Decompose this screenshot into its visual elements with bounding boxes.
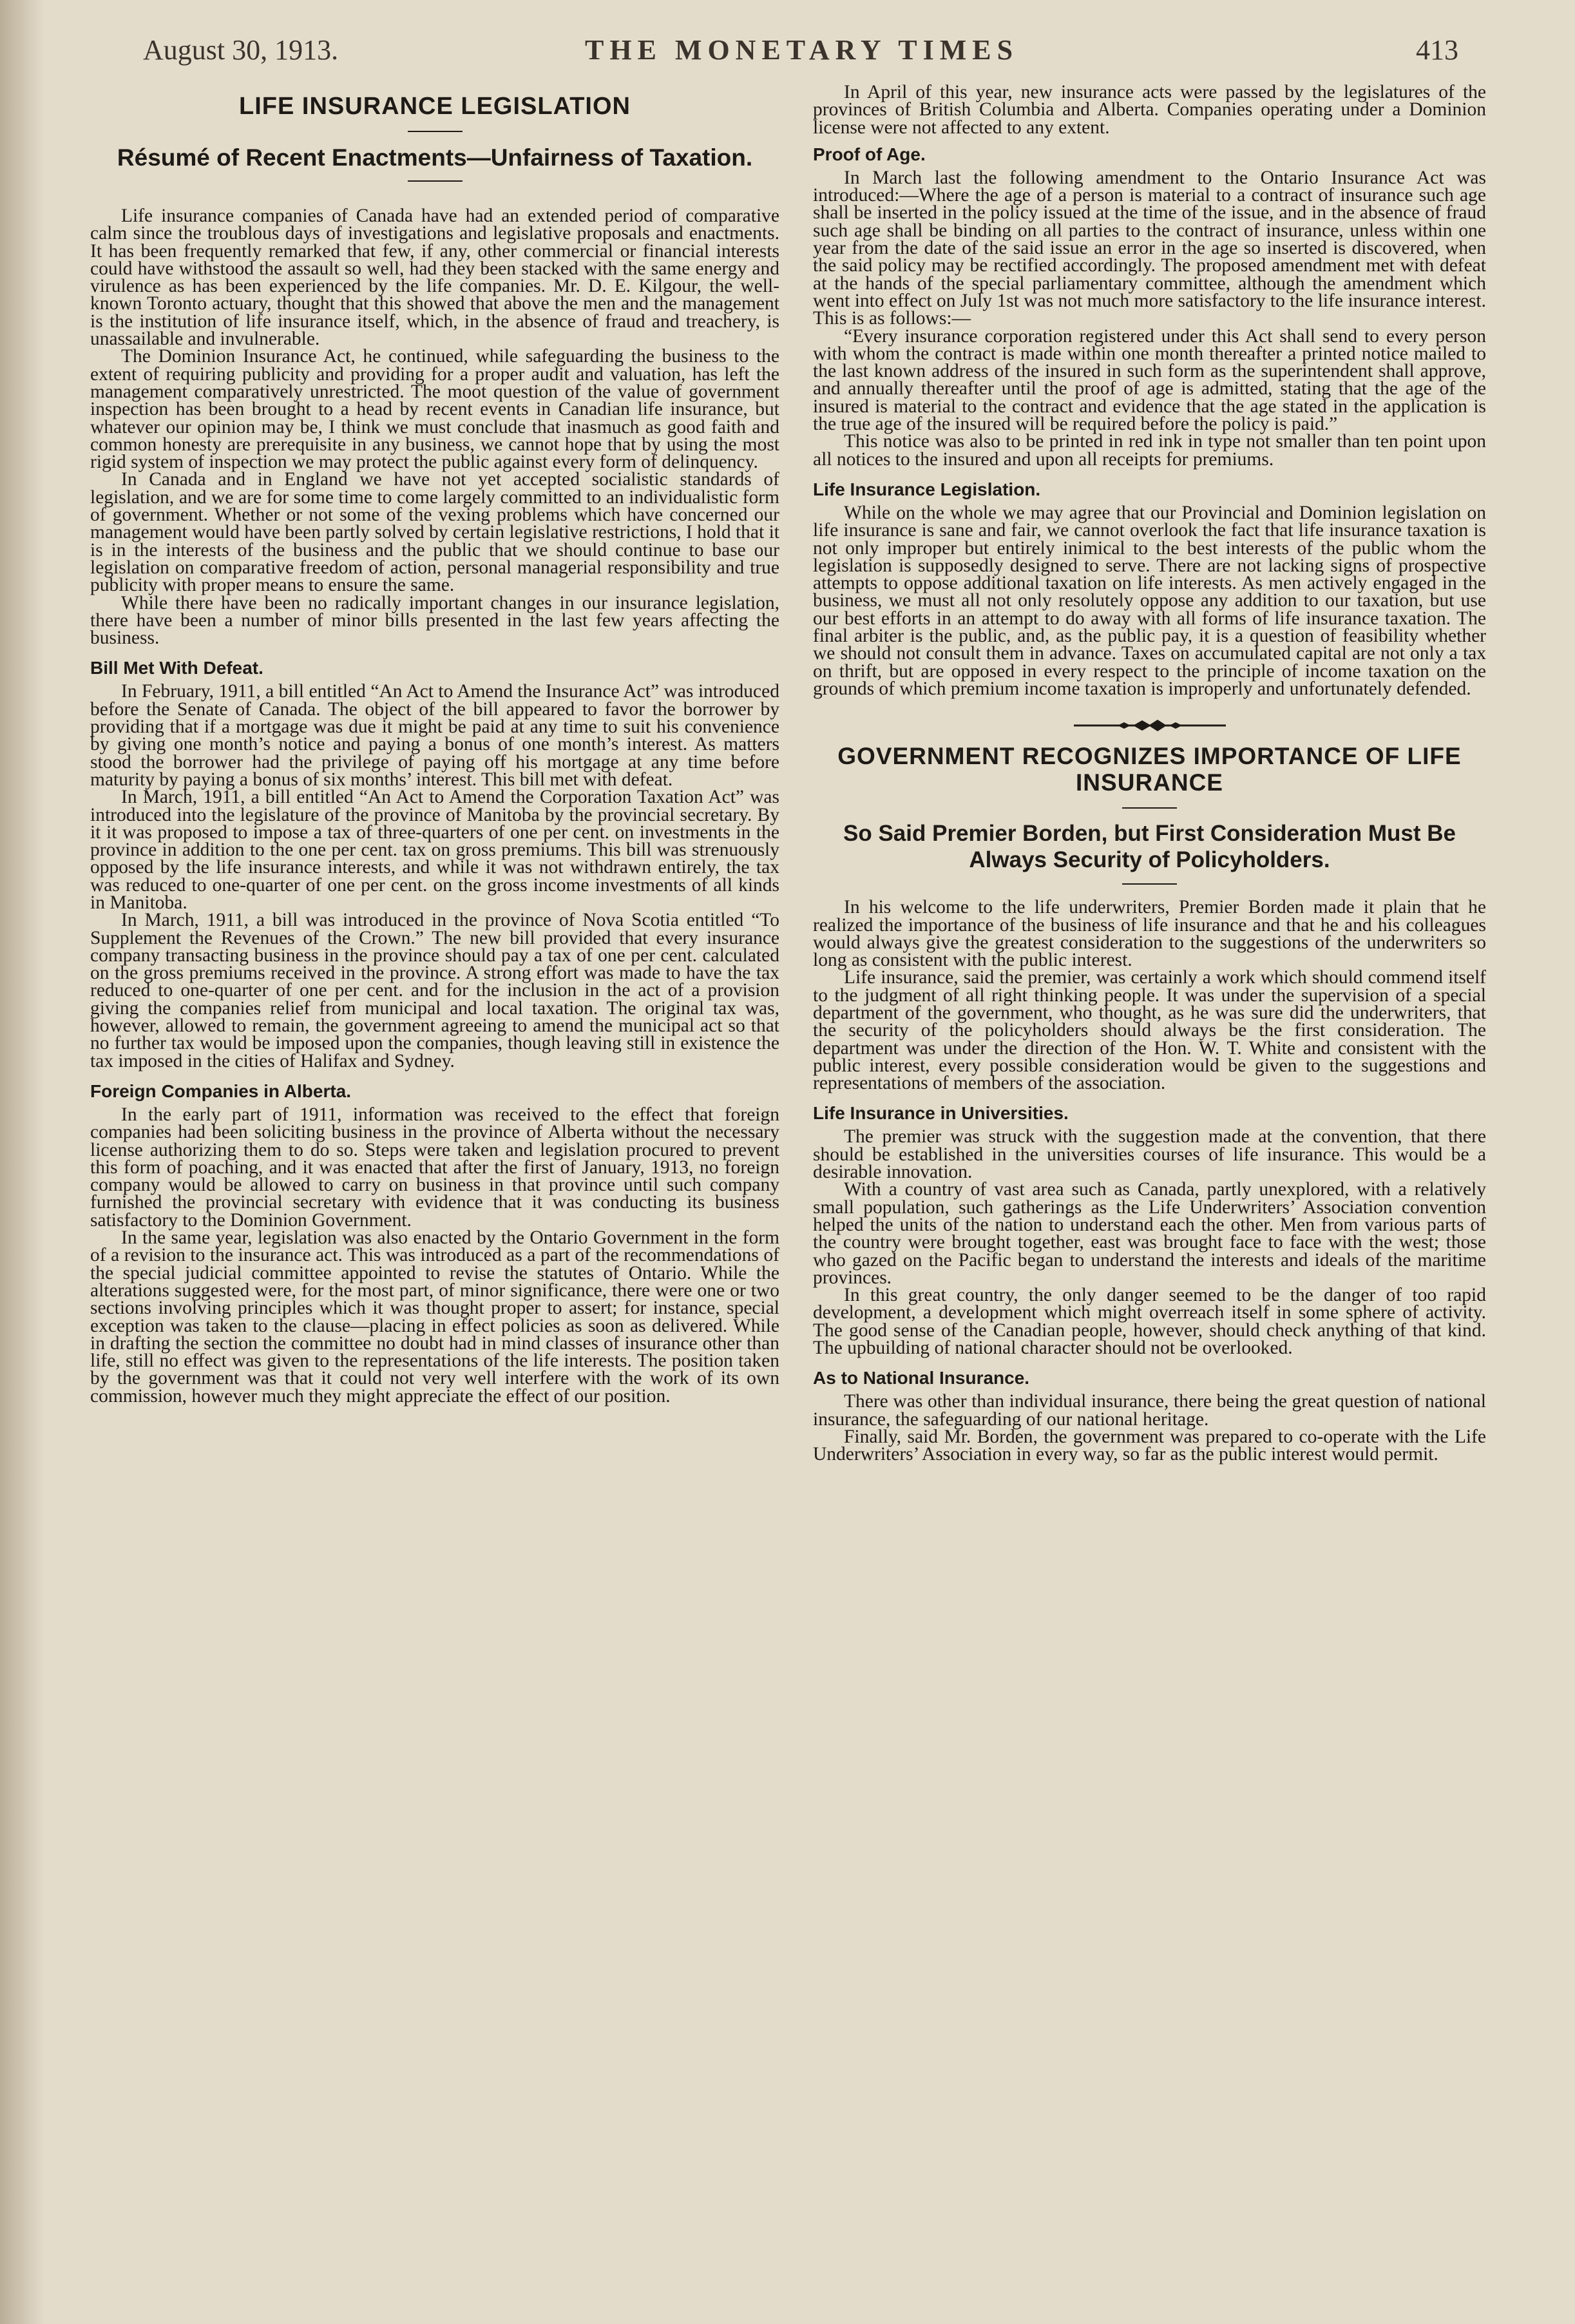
paragraph: In March, 1911, a bill was introduced in the province of Nova Scotia entitled “To Supplement the Revenues of the Crown.” The new bill provided that every insurance company transacting business in the province should pay a tax of one per cent. calculated on the gross premiums received in the province. A strong effort was made to have the tax reduced to one-quarter of one per cent. and for the inclusion in the act of a provision giving the companies relief from municipal and local taxation. The original tax was, however, allowed to remain, the government agreeing to amend the municipal act so that no further tax would be imposed upon the companies, though leaving still in existence the tax imposed in the cities of Halifax and Sydney. xyxy=(90,910,779,1071)
article-title: GOVERNMENT RECOGNIZES IMPORTANCE OF LIFE INSURANCE xyxy=(837,743,1462,796)
section-heading: Proof of Age. xyxy=(813,144,926,164)
section-heading: As to National Insurance. xyxy=(813,1368,1030,1388)
article-subtitle: Résumé of Recent Enactments—Unfairness of Taxation. xyxy=(117,144,753,171)
section-heading: Life Insurance in Universities. xyxy=(813,1103,1069,1124)
paragraph: In Canada and in England we have not yet accepted socialistic standards of legislation, and we are for some time to come largely committed to an individualistic form of government. Whether or not some of the vexing problems which have concerned our management would have been partly solved by certain legislative restrictions, I hold that it is in the interests of the business and the public that we should continue to base our legislation on comparative freedom of action, personal managerial responsibility and true publicity with proper means to ensure the same. xyxy=(90,469,779,596)
issue-date: August 30, 1913. xyxy=(143,34,339,66)
magazine-title: THE MONETARY TIMES xyxy=(585,34,1019,66)
title-rule xyxy=(408,131,463,132)
right-column xyxy=(813,84,1486,1464)
title-rule xyxy=(1122,807,1177,809)
paragraph: While on the whole we may agree that our Provincial and Dominion legislation on life insurance is sane and fair, we cannot overlook the fact that life insurance taxation is not only improper but entirely inimical to the best interests of the public whom the legislation is supposedly designed to serve. There are not lacking signs of prospective attempts to oppose additional taxation on life interests. As men actively engaged in the business, we must all not only resolutely oppose any addition to our taxation, but use our best efforts in an attempt to do away with all forms of life insurance taxation. The final arbiter is the public, and, as the public pay, it is a question of feasibility whether we should not consult them in advance. Taxes on accumulated capital are not only a tax on thrift, but are opposed in every respect to the principle of income taxation on the grounds of which premium income taxation is improperly and unfortunately defended. xyxy=(813,502,1486,699)
paragraph: In February, 1911, a bill entitled “An Act to Amend the Insurance Act” was introduced before the Senate of Canada. The object of the bill appeared to favor the borrower by providing that if a mortgage was due it might be paid at any time to suit his convenience by giving one month’s notice and paying a bonus of one month’s interest. As matters stood the borrower had the privilege of paying off his mortgage at any time before maturity by paying a bonus of six months’ interest. This bill met with defeat. xyxy=(90,681,779,790)
paragraph: Finally, said Mr. Borden, the government was prepared to co-operate with the Life Underwriters’ Association in every way, so far as the public interest would permit. xyxy=(813,1426,1486,1465)
section-heading: Bill Met With Defeat. xyxy=(90,658,263,678)
paragraph: In the same year, legislation was also enacted by the Ontario Government in the form of a revision to the insurance act. This was introduced as a part of the recommendations of the special judicial committee appointed to revise the statutes of Ontario. While the alterations suggested were, for the most part, of minor significance, there were one or two sections involving principles which it was thought proper to assert; for instance, special exception was taken to the clause—placing in effect policies as soon as delivered. While in drafting the section the committee no doubt had in mind classes of insurance other than life, still no effect was given to the representations of the life interests. The position taken by the government was that it could not very well interfere with the work of its own commission, however much they might appreciate the effect of our position. xyxy=(90,1227,779,1407)
paragraph: In the early part of 1911, information was received to the effect that foreign companies had been soliciting business in the province of Alberta without the necessary license authorizing them to do so. Steps were taken and legislation procured to prevent this form of poaching, and it was enacted that after the first of January, 1913, no foreign company would be allowed to carry on business in that province until such company furnished the provincial secretary with evidence that it was conducting its business satisfactory to the Dominion Government. xyxy=(90,1104,779,1231)
quoted-paragraph: “Every insurance corporation registered under this Act shall send to every person with whom the contract is made within one month thereafter a printed notice mailed to the last known address of the insured in such form as the superintendent shall approve, and annually thereafter until the proof of age is admitted, stating that the age of the insured is material to the contract and evidence that the age stated in the application is the true age of the insured will be required before the policy is paid.” xyxy=(813,325,1486,435)
left-column xyxy=(90,84,779,1405)
subtitle-rule xyxy=(1122,883,1177,885)
page-number: 413 xyxy=(1416,34,1458,66)
paragraph: In his welcome to the life underwriters, Premier Borden made it plain that he realized the importance of the business of life insurance and that he and his colleagues would always give the greatest consideration to the suggestions of the underwriters so long as consistent with the public interest. xyxy=(813,897,1486,971)
section-heading: Life Insurance Legislation. xyxy=(813,479,1041,499)
paragraph: In March, 1911, a bill entitled “An Act to Amend the Corporation Taxation Act” was introduced into the legislature of the province of Manitoba by the provincial secretary. By it it was proposed to impose a tax of three-quarters of one per cent. on investments in the province in addition to the one per cent. tax on gross premiums. This bill was strenuously opposed by the life insurance interests, and while it was not withdrawn entirely, the tax was reduced to one-quarter of one per cent. on the gross income investments of all kinds in Manitoba. xyxy=(90,787,779,913)
paragraph: Life insurance companies of Canada have had an extended period of comparative calm since the troublous days of investigations and legislative proposals and enactments. It has been frequently remarked that few, if any, other commercial or financial interests could have withstood the assault so well, had they been stacked with the same energy and virulence as has been experienced by the life companies. Mr. D. E. Kilgour, the well-known Toronto actuary, thought that this showed that above the men and the management is the institution of life insurance itself, which, in the absence of fraud and treachery, is unassailable and invulnerable. xyxy=(90,206,779,350)
ornament-divider xyxy=(1073,715,1227,736)
paragraph: In this great country, the only danger seemed to be the danger of too rapid development, a development which might overreach itself in some sphere of activity. The good sense of the Canadian people, however, should check anything of that kind. The upbuilding of national character should not be overlooked. xyxy=(813,1285,1486,1359)
article-subtitle: So Said Premier Borden, but First Consideration Must Be Always Security of Policyholders. xyxy=(843,821,1456,873)
paragraph: With a country of vast area such as Canada, partly unexplored, with a relatively small population, such gatherings as the Life Underwriters’ Association convention helped the units of the nation to understand each the other. Men from various parts of the country were brought together, east was brought face to face with the west; those who gazed on the Pacific began to understand the interests and ideals of the maritime provinces. xyxy=(813,1179,1486,1288)
paragraph: This notice was also to be printed in red ink in type not smaller than ten point upon all notices to the insured and upon all receipts for premiums. xyxy=(813,431,1486,470)
paragraph: Life insurance, said the premier, was certainly a work which should commend itself to the judgment of all right thinking people. It was under the supervision of a special department of the government, who thought, as he was sure did the underwriters, that the security of the policyholders should always be the first consideration. The department was under the direction of the Hon. W. T. White and consistent with the public interest, every possible consideration would be given to the suggestions and representations of members of the association. xyxy=(813,967,1486,1094)
binding-shadow xyxy=(0,0,45,2324)
paragraph: The Dominion Insurance Act, he continued, while safeguarding the business to the extent of requiring publicity and providing for a proper audit and valuation, has left the management comparatively unrestricted. The moot question of the value of government inspection has been brought to a head by recent events in Canadian life insurance, but whatever our opinion may be, I think we must conclude that inasmuch as good faith and common honesty are prerequisite in any business, we cannot hope that by using the most rigid system of inspection we may protect the public against every form of delinquency. xyxy=(90,346,779,473)
section-heading: Foreign Companies in Alberta. xyxy=(90,1080,352,1101)
paragraph: In March last the following amendment to the Ontario Insurance Act was introduced:—Where the age of a person is material to a contract of insurance such age shall be inserted in the policy issued at the time of the issue, and in the absence of fraud such age shall be binding on all parties to the contract of insurance, unless within one year from the date of the said issue an error in the age so inserted is discovered, when the said policy may be rectified accordingly. The proposed amendment met with defeat at the hands of the special parliamentary committee, although the amendment which went into effect on July 1st was not much more satisfactory to the life insurance interest. This is as follows:— xyxy=(813,167,1486,329)
paragraph: The premier was struck with the suggestion made at the convention, that there should be established in the universities courses of life insurance. This would be a desirable innovation. xyxy=(813,1126,1486,1183)
paragraph: While there have been no radically important changes in our insurance legislation, there have been a number of minor bills presented in the last few years affecting the business. xyxy=(90,592,779,649)
paragraph: In April of this year, new insurance acts were passed by the legislatures of the provinces of British Columbia and Alberta. Companies operating under a Dominion license were not affected to any extent. xyxy=(813,82,1486,138)
subtitle-rule xyxy=(408,180,463,182)
article-title: LIFE INSURANCE LEGISLATION xyxy=(239,93,631,120)
paragraph: There was other than individual insurance, there being the great question of national insurance, the safeguarding of our national heritage. xyxy=(813,1391,1486,1430)
